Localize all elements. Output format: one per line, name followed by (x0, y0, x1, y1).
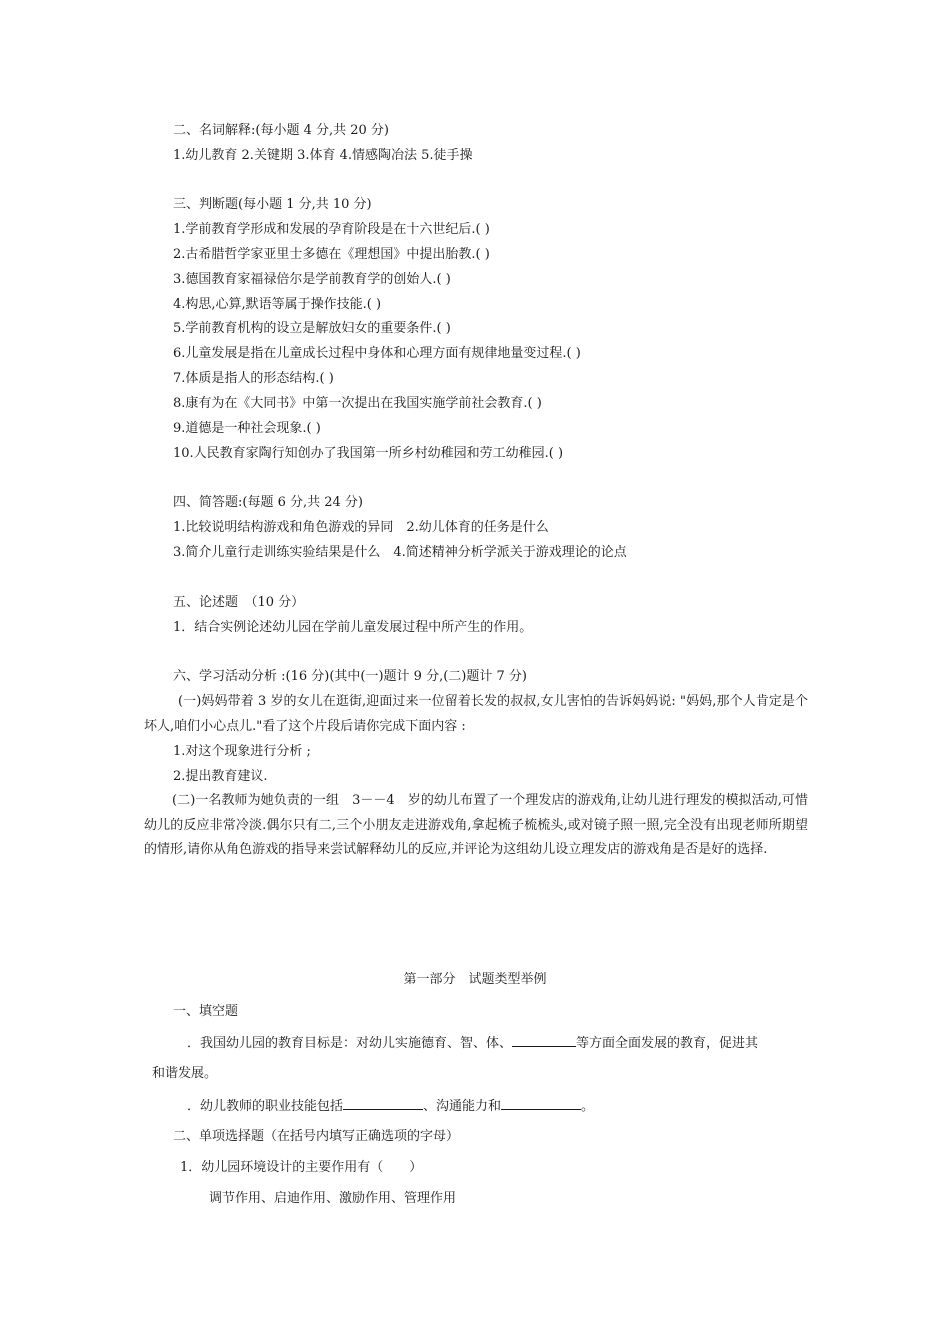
fill-blank-question-1-cont: 和谐发展。 (152, 1066, 218, 1081)
judgment-item: 4.构思,心算,默语等属于操作技能.( ) (173, 297, 382, 312)
question-text: 。 (581, 1099, 595, 1114)
case-1-task: 2.提出教育建议. (173, 769, 268, 784)
judgment-item: 3.德国教育家福禄倍尔是学前教育学的创始人.( ) (173, 272, 451, 287)
answer-blank (512, 1034, 576, 1047)
choice-options: 调节作用、启迪作用、激励作用、管理作用 (209, 1191, 457, 1206)
section-6-heading: 六、学习活动分析 :(16 分)(其中(一)题计 9 分,(二)题计 7 分) (173, 669, 527, 684)
judgment-item: 1.学前教育学形成和发展的孕育阶段是在十六世纪后.( ) (173, 222, 490, 237)
judgment-item: 10.人民教育家陶行知创办了我国第一所乡村幼稚园和劳工幼稚园.( ) (173, 446, 564, 461)
section-2-items: 1.幼儿教育 2.关键期 3.体育 4.情感陶冶法 5.徒手操 (173, 148, 473, 163)
fill-blank-question-2 (187, 1097, 594, 1116)
section-5-heading: 五、论述题 （10 分） (173, 595, 305, 610)
judgment-item: 5.学前教育机构的设立是解放妇女的重要条件.( ) (173, 321, 451, 336)
case-1-text: (一)妈妈带着 3 岁的女儿在逛街,迎面过来一位留着长发的叔叔,女儿害怕的告诉妈妈说: "妈妈,那个人肯定是个坏人,咱们小心点儿."看了这个片段后请你完成下面内容 : (144, 694, 808, 734)
section-4-heading: 四、简答题:(每题 6 分,共 24 分) (173, 495, 363, 510)
essay-item: 1．结合实例论述幼儿园在学前儿童发展过程中所产生的作用。 (173, 620, 533, 635)
fill-blank-question-1 (187, 1034, 758, 1053)
single-choice-heading: 二、单项选择题（在括号内填写正确选项的字母） (173, 1129, 460, 1144)
judgment-item: 7.体质是指人的形态结构.( ) (173, 371, 334, 386)
judgment-item: 8.康有为在《大同书》中第一次提出在我国实施学前社会教育.( ) (173, 396, 542, 411)
fill-blank-heading: 一、填空题 (173, 1004, 239, 1019)
case-2-text: (二)一名教师为她负责的一组 3－－4 岁的幼儿布置了一个理发店的游戏角,让幼儿进行理发的模拟活动,可惜幼儿的反应非常冷淡.偶尔只有二,三个小朋友走进游戏角,拿起梳子梳梳头,或对镜子照一照,完全没有出现老师所期望的情形,请你从角色游戏的指导来尝试解释幼儿的反应,并评论为这组幼儿设立理发店的游戏角是否是好的选择. (144, 793, 808, 857)
judgment-item: 6.儿童发展是指在儿童成长过程中身体和心理方面有规律地量变过程.( ) (173, 346, 581, 361)
short-answer-line: 3.简介儿童行走训练实验结果是什么 4.简述精神分析学派关于游戏理论的论点 (173, 545, 627, 560)
short-answer-line: 1.比较说明结构游戏和角色游戏的异同 2.幼儿体育的任务是什么 (173, 520, 549, 535)
judgment-item: 9.道德是一种社会现象.( ) (173, 421, 321, 436)
single-choice-question-1: 1．幼儿园环境设计的主要作用有（ ） (180, 1160, 423, 1175)
part-1-title: 第一部分 试题类型举例 (403, 972, 547, 987)
question-text: ．幼儿教师的职业技能包括 (187, 1099, 344, 1114)
question-text: 等方面全面发展的教育，促进其 (576, 1036, 759, 1051)
answer-blank (501, 1097, 581, 1110)
judgment-item: 2.古希腊哲学家亚里士多德在《理想国》中提出胎教.( ) (173, 247, 490, 262)
question-text: ．我国幼儿园的教育目标是：对幼儿实施德育、智、体、 (187, 1036, 513, 1051)
question-text: 、沟通能力和 (423, 1099, 502, 1114)
answer-blank (343, 1097, 423, 1110)
section-3-heading: 三、判断题(每小题 1 分,共 10 分) (173, 197, 372, 212)
case-1-task: 1.对这个现象进行分析 ; (173, 744, 311, 759)
section-2-heading: 二、名词解释:(每小题 4 分,共 20 分) (173, 123, 389, 138)
